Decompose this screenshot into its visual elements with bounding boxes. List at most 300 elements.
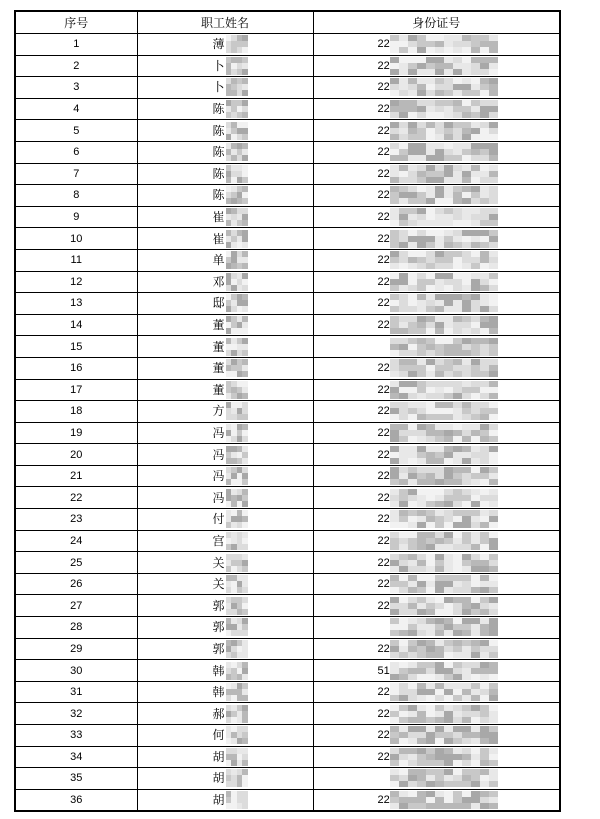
redaction-mosaic (390, 186, 498, 205)
id-number (314, 725, 560, 745)
id-number-prefix: 22 (377, 534, 390, 547)
employee-name (138, 553, 313, 573)
employee-name-cell (137, 530, 313, 552)
employee-name-cell (137, 314, 313, 336)
redaction-mosaic (226, 273, 248, 292)
employee-name-cell (137, 746, 313, 768)
employee-name (138, 531, 313, 551)
id-number (314, 747, 560, 767)
table-row (15, 77, 560, 99)
id-number-prefix: 22 (377, 124, 390, 137)
redaction-mosaic (390, 532, 498, 551)
employee-name-cell (137, 552, 313, 574)
table-row (15, 206, 560, 228)
serial-number-cell: 23 (15, 509, 137, 531)
id-number (314, 293, 560, 313)
id-number-cell (313, 789, 560, 811)
redaction-mosaic (226, 316, 248, 335)
redaction-mosaic (390, 122, 498, 141)
employee-surname: 董 (212, 382, 225, 397)
employee-name-cell (137, 185, 313, 207)
id-number-cell (313, 379, 560, 401)
id-number (314, 164, 560, 184)
id-number-cell (313, 422, 560, 444)
redaction-mosaic (390, 554, 498, 573)
redaction-mosaic (226, 532, 248, 551)
serial-number-cell: 8 (15, 185, 137, 207)
id-number-cell (313, 530, 560, 552)
id-number-cell (313, 552, 560, 574)
serial-number-cell: 19 (15, 422, 137, 444)
id-number-cell (313, 487, 560, 509)
employee-name (138, 596, 313, 616)
table-row (15, 293, 560, 315)
employee-surname: 薄 (212, 37, 225, 52)
employee-surname: 邸 (212, 296, 225, 311)
id-number (314, 617, 560, 637)
serial-number-cell: 20 (15, 444, 137, 466)
redaction-mosaic (390, 662, 498, 681)
serial-number-cell: 4 (15, 98, 137, 120)
table-row (15, 530, 560, 552)
table-row (15, 444, 560, 466)
id-number (314, 272, 560, 292)
serial-number-cell: 16 (15, 357, 137, 379)
id-number-prefix: 22 (377, 319, 390, 332)
serial-number-cell: 15 (15, 336, 137, 358)
employee-name (138, 445, 313, 465)
id-number-cell (313, 573, 560, 595)
redaction-mosaic (390, 78, 498, 97)
employee-surname: 胡 (212, 793, 225, 808)
serial-number-cell: 33 (15, 725, 137, 747)
id-number-prefix: 22 (377, 103, 390, 116)
serial-number-cell: 21 (15, 465, 137, 487)
employee-name (138, 401, 313, 421)
id-number (314, 34, 560, 54)
employee-surname: 崔 (212, 231, 225, 246)
id-number-cell (313, 444, 560, 466)
employee-surname: 郝 (212, 706, 225, 721)
id-number (314, 531, 560, 551)
employee-name-cell (137, 249, 313, 271)
id-number (314, 99, 560, 119)
id-number (314, 337, 560, 357)
id-number (314, 704, 560, 724)
employee-name-cell (137, 228, 313, 250)
employee-name (138, 229, 313, 249)
employee-surname: 董 (212, 361, 225, 376)
serial-number-cell: 9 (15, 206, 137, 228)
redaction-mosaic (226, 165, 248, 184)
id-number-cell (313, 465, 560, 487)
id-number (314, 661, 560, 681)
id-number-prefix: 22 (377, 38, 390, 51)
employee-name (138, 488, 313, 508)
employee-name-cell (137, 379, 313, 401)
redaction-mosaic (226, 122, 248, 141)
serial-number-cell: 6 (15, 141, 137, 163)
serial-number-cell: 7 (15, 163, 137, 185)
redaction-mosaic (390, 489, 498, 508)
id-number (314, 768, 560, 788)
id-number (314, 553, 560, 573)
employee-name (138, 77, 313, 97)
serial-number-cell: 14 (15, 314, 137, 336)
id-number-cell (313, 185, 560, 207)
redaction-mosaic (390, 273, 498, 292)
id-number-cell (313, 98, 560, 120)
employee-id-sheet (14, 10, 559, 812)
employee-name-cell (137, 336, 313, 358)
employee-name (138, 315, 313, 335)
employee-name (138, 56, 313, 76)
redaction-mosaic (226, 230, 248, 249)
serial-number-cell: 13 (15, 293, 137, 315)
redaction-mosaic (226, 402, 248, 421)
serial-number-cell: 34 (15, 746, 137, 768)
employee-name (138, 207, 313, 227)
employee-surname: 关 (212, 555, 225, 570)
employee-surname: 陈 (212, 102, 225, 117)
id-number-cell (313, 55, 560, 77)
employee-surname: 冯 (212, 469, 225, 484)
id-number (314, 790, 560, 810)
employee-name (138, 639, 313, 659)
serial-number-cell: 3 (15, 77, 137, 99)
id-number-prefix: 22 (377, 448, 390, 461)
id-number-cell (313, 746, 560, 768)
employee-name-cell (137, 595, 313, 617)
employee-surname: 关 (212, 577, 225, 592)
id-number-prefix: 22 (377, 729, 390, 742)
redaction-mosaic (226, 338, 248, 357)
redaction-mosaic (390, 510, 498, 529)
redaction-mosaic (390, 57, 498, 76)
serial-number-cell: 29 (15, 638, 137, 660)
redaction-mosaic (390, 618, 498, 637)
employee-name-cell (137, 444, 313, 466)
id-number-cell (313, 509, 560, 531)
employee-name-cell (137, 141, 313, 163)
serial-number-cell: 26 (15, 573, 137, 595)
redaction-mosaic (226, 769, 248, 788)
employee-name (138, 99, 313, 119)
redaction-mosaic (226, 78, 248, 97)
id-number-cell (313, 703, 560, 725)
employee-name-cell (137, 77, 313, 99)
id-number-cell (313, 336, 560, 358)
employee-surname: 陈 (212, 145, 225, 160)
employee-name-cell (137, 55, 313, 77)
id-number (314, 488, 560, 508)
table-row (15, 573, 560, 595)
table-row (15, 357, 560, 379)
redaction-mosaic (390, 769, 498, 788)
serial-number-cell: 35 (15, 768, 137, 790)
employee-name-cell (137, 357, 313, 379)
id-number (314, 380, 560, 400)
employee-surname: 韩 (212, 685, 225, 700)
redaction-mosaic (390, 640, 498, 659)
redaction-mosaic (226, 554, 248, 573)
serial-number-cell: 1 (15, 34, 137, 56)
serial-number-cell: 27 (15, 595, 137, 617)
id-number (314, 401, 560, 421)
employee-surname: 卜 (212, 58, 225, 73)
employee-name-cell (137, 206, 313, 228)
employee-name (138, 34, 313, 54)
employee-name-cell (137, 681, 313, 703)
id-number-prefix: 51 (377, 664, 390, 677)
redaction-mosaic (226, 381, 248, 400)
redaction-mosaic (226, 467, 248, 486)
id-number-prefix: 22 (377, 556, 390, 569)
redaction-mosaic (226, 359, 248, 378)
employee-name (138, 509, 313, 529)
redaction-mosaic (226, 726, 248, 745)
id-number-prefix: 22 (377, 59, 390, 72)
id-number-cell (313, 314, 560, 336)
table-row (15, 422, 560, 444)
header-id-number: 身份证号 (313, 11, 560, 34)
id-number (314, 315, 560, 335)
id-number-prefix: 22 (377, 297, 390, 310)
employee-table (14, 10, 561, 812)
employee-name-cell (137, 703, 313, 725)
id-number (314, 682, 560, 702)
employee-name (138, 747, 313, 767)
employee-surname: 冯 (212, 425, 225, 440)
id-number (314, 142, 560, 162)
id-number-prefix: 22 (377, 146, 390, 159)
employee-surname: 陈 (212, 188, 225, 203)
redaction-mosaic (390, 791, 498, 810)
redaction-mosaic (226, 424, 248, 443)
employee-name (138, 142, 313, 162)
employee-name-cell (137, 271, 313, 293)
table-row (15, 271, 560, 293)
id-number (314, 250, 560, 270)
table-row (15, 681, 560, 703)
redaction-mosaic (390, 597, 498, 616)
redaction-mosaic (390, 251, 498, 270)
id-number (314, 121, 560, 141)
employee-name-cell (137, 422, 313, 444)
table-row (15, 768, 560, 790)
redaction-mosaic (390, 316, 498, 335)
id-number-prefix: 22 (377, 513, 390, 526)
employee-surname: 崔 (212, 210, 225, 225)
id-number (314, 509, 560, 529)
redaction-mosaic (226, 662, 248, 681)
table-row (15, 141, 560, 163)
redaction-mosaic (390, 208, 498, 227)
serial-number-cell: 17 (15, 379, 137, 401)
employee-name-cell (137, 638, 313, 660)
table-row (15, 465, 560, 487)
employee-surname: 董 (212, 339, 225, 354)
employee-surname: 郭 (212, 641, 225, 656)
id-number-prefix: 22 (377, 189, 390, 202)
employee-surname: 胡 (212, 749, 225, 764)
id-number-prefix: 22 (377, 750, 390, 763)
employee-surname: 邓 (212, 274, 225, 289)
redaction-mosaic (390, 381, 498, 400)
table-row (15, 120, 560, 142)
id-number-cell (313, 293, 560, 315)
id-number-cell (313, 141, 560, 163)
employee-surname: 卜 (212, 80, 225, 95)
id-number-cell (313, 638, 560, 660)
id-number-cell (313, 357, 560, 379)
id-number-prefix: 22 (377, 275, 390, 288)
id-number-prefix: 22 (377, 362, 390, 375)
redaction-mosaic (226, 640, 248, 659)
serial-number-cell: 36 (15, 789, 137, 811)
table-body (15, 34, 560, 812)
header-serial-number: 序号 (15, 11, 137, 34)
table-row (15, 314, 560, 336)
header-employee-name: 职工姓名 (137, 11, 313, 34)
employee-name (138, 768, 313, 788)
id-number-cell (313, 725, 560, 747)
id-number-prefix: 22 (377, 254, 390, 267)
id-number-cell (313, 34, 560, 56)
id-number (314, 185, 560, 205)
employee-name-cell (137, 509, 313, 531)
employee-surname: 何 (212, 728, 225, 743)
redaction-mosaic (390, 683, 498, 702)
employee-surname: 陈 (212, 123, 225, 138)
id-number (314, 574, 560, 594)
id-number (314, 358, 560, 378)
id-number (314, 445, 560, 465)
serial-number-cell: 5 (15, 120, 137, 142)
employee-name (138, 466, 313, 486)
table-row (15, 336, 560, 358)
redaction-mosaic (226, 618, 248, 637)
employee-name-cell (137, 789, 313, 811)
table-row (15, 249, 560, 271)
redaction-mosaic (226, 100, 248, 119)
employee-name-cell (137, 660, 313, 682)
table-row (15, 55, 560, 77)
id-number-prefix: 22 (377, 426, 390, 439)
serial-number-cell: 24 (15, 530, 137, 552)
id-number-prefix: 22 (377, 167, 390, 180)
table-row (15, 401, 560, 423)
id-number-cell (313, 617, 560, 639)
employee-name (138, 164, 313, 184)
redaction-mosaic (390, 230, 498, 249)
table-row (15, 185, 560, 207)
table-header-row (15, 11, 560, 34)
redaction-mosaic (226, 791, 248, 810)
id-number-prefix: 22 (377, 81, 390, 94)
id-number-prefix: 22 (377, 470, 390, 483)
employee-surname: 郭 (212, 620, 225, 635)
employee-name (138, 423, 313, 443)
id-number (314, 466, 560, 486)
employee-surname: 韩 (212, 663, 225, 678)
id-number (314, 77, 560, 97)
employee-name (138, 250, 313, 270)
serial-number-cell: 18 (15, 401, 137, 423)
id-number-prefix: 22 (377, 405, 390, 418)
table-row (15, 98, 560, 120)
table-row (15, 379, 560, 401)
redaction-mosaic (390, 705, 498, 724)
redaction-mosaic (390, 726, 498, 745)
employee-name (138, 337, 313, 357)
employee-name-cell (137, 465, 313, 487)
redaction-mosaic (226, 251, 248, 270)
id-number-cell (313, 77, 560, 99)
employee-name (138, 704, 313, 724)
redaction-mosaic (390, 294, 498, 313)
redaction-mosaic (226, 143, 248, 162)
id-number (314, 207, 560, 227)
employee-surname: 付 (212, 512, 225, 527)
id-number (314, 639, 560, 659)
employee-name-cell (137, 487, 313, 509)
id-number (314, 229, 560, 249)
redaction-mosaic (226, 597, 248, 616)
redaction-mosaic (226, 575, 248, 594)
employee-surname: 单 (212, 253, 225, 268)
employee-name (138, 682, 313, 702)
employee-surname: 宫 (212, 533, 225, 548)
serial-number-cell: 2 (15, 55, 137, 77)
table-row (15, 552, 560, 574)
table-row (15, 725, 560, 747)
redaction-mosaic (390, 100, 498, 119)
employee-name (138, 574, 313, 594)
redaction-mosaic (226, 208, 248, 227)
redaction-mosaic (390, 338, 498, 357)
id-number-prefix: 22 (377, 578, 390, 591)
redaction-mosaic (390, 575, 498, 594)
employee-name-cell (137, 725, 313, 747)
id-number-prefix: 22 (377, 707, 390, 720)
id-number-cell (313, 271, 560, 293)
redaction-mosaic (226, 705, 248, 724)
id-number-prefix: 22 (377, 491, 390, 504)
serial-number-cell: 11 (15, 249, 137, 271)
employee-surname: 陈 (212, 166, 225, 181)
serial-number-cell: 31 (15, 681, 137, 703)
id-number-prefix: 22 (377, 642, 390, 655)
employee-name-cell (137, 293, 313, 315)
employee-name (138, 121, 313, 141)
employee-surname: 方 (212, 404, 225, 419)
redaction-mosaic (390, 467, 498, 486)
employee-name (138, 725, 313, 745)
table-row (15, 34, 560, 56)
employee-name (138, 358, 313, 378)
id-number (314, 423, 560, 443)
employee-name (138, 185, 313, 205)
table-row (15, 703, 560, 725)
employee-surname: 董 (212, 318, 225, 333)
id-number-prefix: 22 (377, 794, 390, 807)
id-number-cell (313, 228, 560, 250)
serial-number-cell: 30 (15, 660, 137, 682)
table-row (15, 789, 560, 811)
table-row (15, 509, 560, 531)
employee-name (138, 380, 313, 400)
